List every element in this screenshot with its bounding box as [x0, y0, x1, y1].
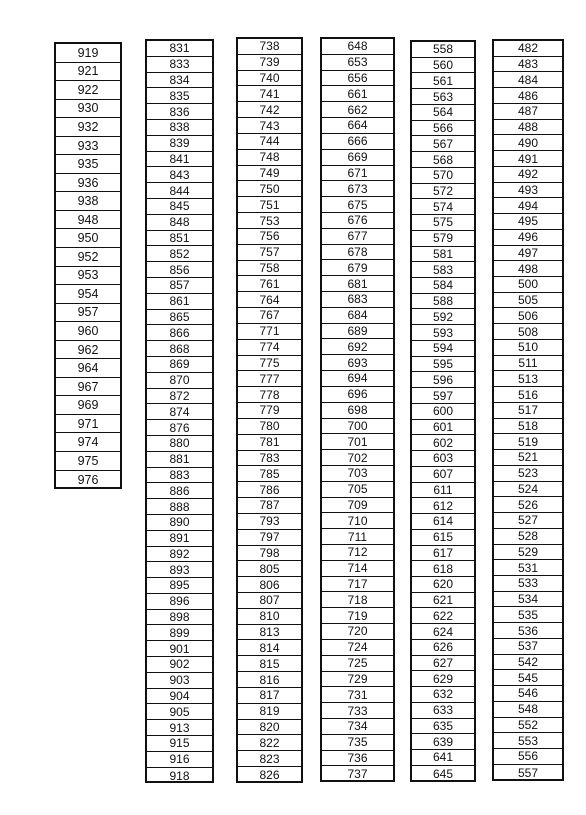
number-cell: 673 — [322, 181, 393, 197]
number-cell: 757 — [238, 245, 301, 261]
number-cell: 561 — [412, 73, 474, 89]
number-cell: 950 — [56, 229, 120, 248]
number-cell: 486 — [494, 88, 562, 104]
number-cell: 519 — [494, 434, 562, 450]
number-cell: 548 — [494, 702, 562, 718]
number-cell: 735 — [322, 735, 393, 751]
number-cell: 546 — [494, 686, 562, 702]
number-cell: 714 — [322, 561, 393, 577]
number-cell: 618 — [412, 561, 474, 577]
number-cell: 838 — [147, 120, 212, 136]
number-cell: 533 — [494, 576, 562, 592]
number-cell: 922 — [56, 81, 120, 100]
number-cell: 671 — [322, 166, 393, 182]
number-cell: 488 — [494, 120, 562, 136]
number-cell: 621 — [412, 593, 474, 609]
number-cell: 494 — [494, 198, 562, 214]
number-cell: 563 — [412, 89, 474, 105]
number-cell: 553 — [494, 733, 562, 749]
number-cell: 816 — [238, 672, 301, 688]
number-cell: 918 — [169, 768, 190, 783]
number-cell: 527 — [494, 513, 562, 529]
number-cell: 729 — [322, 672, 393, 688]
number-cell: 810 — [238, 609, 301, 625]
number-cell: 960 — [56, 322, 120, 341]
number-cell: 823 — [238, 751, 301, 767]
number-cell: 883 — [147, 468, 212, 484]
number-cell: 921 — [56, 63, 120, 82]
number-cell: 874 — [147, 404, 212, 420]
number-column-5 — [410, 40, 476, 782]
number-cell: 678 — [322, 245, 393, 261]
number-cell: 570 — [412, 168, 474, 184]
number-cell: 620 — [412, 577, 474, 593]
number-cell: 523 — [494, 466, 562, 482]
number-cell: 938 — [56, 192, 120, 211]
number-cell: 536 — [494, 623, 562, 639]
number-cell: 483 — [494, 57, 562, 73]
number-cell: 564 — [412, 105, 474, 121]
number-cell: 711 — [322, 529, 393, 545]
number-cell: 521 — [494, 450, 562, 466]
number-cell: 612 — [412, 498, 474, 514]
number-cell: 890 — [147, 515, 212, 531]
number-cell: 693 — [322, 355, 393, 371]
number-cell: 880 — [147, 436, 212, 452]
number-cell: 537 — [494, 639, 562, 655]
number-cell: 777 — [238, 371, 301, 387]
number-cell: 771 — [238, 324, 301, 340]
number-cell: 508 — [494, 324, 562, 340]
number-cell: 793 — [238, 514, 301, 530]
number-cell: 736 — [322, 751, 393, 767]
number-cell: 581 — [412, 247, 474, 263]
number-cell: 542 — [494, 655, 562, 671]
number-cell: 493 — [494, 183, 562, 199]
number-cell: 718 — [322, 592, 393, 608]
number-cell: 482 — [494, 41, 562, 57]
number-cell: 632 — [412, 687, 474, 703]
number-column-2 — [145, 39, 214, 783]
number-cell: 528 — [494, 529, 562, 545]
number-cell: 848 — [147, 215, 212, 231]
number-cell: 545 — [494, 670, 562, 686]
number-cell: 738 — [238, 39, 301, 55]
number-cell: 641 — [412, 750, 474, 766]
number-cell: 516 — [494, 387, 562, 403]
number-cell: 700 — [322, 419, 393, 435]
number-cell: 903 — [147, 673, 212, 689]
number-cell: 592 — [412, 309, 474, 325]
number-cell: 717 — [322, 577, 393, 593]
number-cell: 767 — [238, 308, 301, 324]
number-cell: 510 — [494, 340, 562, 356]
number-cell: 597 — [412, 388, 474, 404]
number-cell: 898 — [147, 610, 212, 626]
number-cell: 834 — [147, 73, 212, 89]
number-cell: 781 — [238, 435, 301, 451]
number-cell: 826 — [259, 768, 280, 782]
number-cell: 709 — [322, 498, 393, 514]
number-cell: 844 — [147, 183, 212, 199]
number-cell: 886 — [147, 483, 212, 499]
number-cell: 891 — [147, 531, 212, 547]
number-cell: 936 — [56, 174, 120, 193]
number-cell: 856 — [147, 262, 212, 278]
number-cell: 869 — [147, 357, 212, 373]
number-column-3 — [236, 37, 303, 783]
number-cell: 705 — [322, 482, 393, 498]
number-cell: 653 — [322, 55, 393, 71]
number-cell: 806 — [238, 577, 301, 593]
number-cell: 913 — [147, 720, 212, 736]
number-cell: 497 — [494, 246, 562, 262]
number-cell: 556 — [494, 749, 562, 765]
number-cell: 787 — [238, 498, 301, 514]
number-cell: 815 — [238, 656, 301, 672]
number-cell: 807 — [238, 593, 301, 609]
number-cell: 744 — [238, 134, 301, 150]
number-cell: 491 — [494, 151, 562, 167]
number-cell: 639 — [412, 734, 474, 750]
number-cell: 496 — [494, 230, 562, 246]
number-cell: 588 — [412, 294, 474, 310]
number-cell: 881 — [147, 452, 212, 468]
number-cell: 683 — [322, 292, 393, 308]
number-cell: 676 — [322, 213, 393, 229]
number-cell: 505 — [494, 293, 562, 309]
number-cell: 835 — [147, 88, 212, 104]
number-cell: 661 — [322, 86, 393, 102]
number-cell: 893 — [147, 562, 212, 578]
number-cell: 511 — [494, 356, 562, 372]
number-cell: 602 — [412, 435, 474, 451]
number-cell: 797 — [238, 530, 301, 546]
number-cell: 895 — [147, 578, 212, 594]
number-cell: 524 — [494, 482, 562, 498]
number-cell: 814 — [238, 640, 301, 656]
number-cell: 954 — [56, 285, 120, 304]
number-cell: 662 — [322, 102, 393, 118]
number-cell: 756 — [238, 229, 301, 245]
number-cell: 831 — [147, 41, 212, 57]
number-cell: 574 — [412, 199, 474, 215]
number-cell: 868 — [147, 341, 212, 357]
number-cell: 962 — [56, 341, 120, 360]
number-cell: 876 — [147, 420, 212, 436]
number-cell: 748 — [238, 150, 301, 166]
number-cell: 575 — [412, 215, 474, 231]
number-cell: 500 — [494, 277, 562, 293]
number-cell: 645 — [432, 766, 454, 781]
number-cell: 572 — [412, 184, 474, 200]
number-cell: 611 — [412, 483, 474, 499]
number-cell: 971 — [56, 415, 120, 434]
number-cell: 852 — [147, 246, 212, 262]
number-cell: 904 — [147, 689, 212, 705]
number-cell: 526 — [494, 497, 562, 513]
number-cell: 866 — [147, 325, 212, 341]
number-cell: 594 — [412, 341, 474, 357]
number-cell: 607 — [412, 467, 474, 483]
number-cell: 969 — [56, 396, 120, 415]
number-cell: 689 — [322, 324, 393, 340]
number-cell: 733 — [322, 703, 393, 719]
number-cell: 712 — [322, 545, 393, 561]
number-cell: 753 — [238, 213, 301, 229]
number-cell: 583 — [412, 262, 474, 278]
number-cell: 677 — [322, 229, 393, 245]
number-cell: 919 — [56, 44, 120, 63]
number-cell: 957 — [56, 304, 120, 323]
number-cell: 817 — [238, 688, 301, 704]
number-cell: 775 — [238, 356, 301, 372]
number-cell: 798 — [238, 546, 301, 562]
number-cell: 820 — [238, 720, 301, 736]
number-column-6 — [492, 39, 564, 781]
number-cell: 498 — [494, 261, 562, 277]
number-cell: 596 — [412, 372, 474, 388]
number-cell: 805 — [238, 561, 301, 577]
number-cell: 635 — [412, 719, 474, 735]
number-cell: 833 — [147, 57, 212, 73]
number-cell: 534 — [494, 592, 562, 608]
number-cell: 813 — [238, 625, 301, 641]
number-cell: 731 — [322, 687, 393, 703]
number-cell: 785 — [238, 466, 301, 482]
number-cell: 822 — [238, 735, 301, 751]
number-cell: 703 — [322, 466, 393, 482]
number-cell: 633 — [412, 703, 474, 719]
number-cell: 558 — [412, 42, 474, 58]
number-cell: 601 — [412, 420, 474, 436]
number-cell: 751 — [238, 197, 301, 213]
number-cell: 786 — [238, 482, 301, 498]
number-cell: 664 — [322, 118, 393, 134]
number-cell: 614 — [412, 514, 474, 530]
number-cell: 694 — [322, 371, 393, 387]
number-cell: 892 — [147, 547, 212, 563]
number-cell: 579 — [412, 231, 474, 247]
number-cell: 783 — [238, 451, 301, 467]
number-cell: 916 — [147, 752, 212, 768]
number-cell: 629 — [412, 671, 474, 687]
number-cell: 841 — [147, 152, 212, 168]
number-cell: 896 — [147, 594, 212, 610]
number-cell: 490 — [494, 135, 562, 151]
number-cell: 839 — [147, 136, 212, 152]
number-cell: 603 — [412, 451, 474, 467]
number-cell: 774 — [238, 340, 301, 356]
number-cell: 933 — [56, 137, 120, 156]
number-cell: 622 — [412, 608, 474, 624]
number-cell: 737 — [347, 767, 368, 782]
number-cell: 865 — [147, 310, 212, 326]
number-cell: 778 — [238, 387, 301, 403]
number-cell: 617 — [412, 546, 474, 562]
number-cell: 648 — [322, 39, 393, 55]
number-cell: 506 — [494, 308, 562, 324]
number-cell: 584 — [412, 278, 474, 294]
number-cell: 518 — [494, 419, 562, 435]
number-cell: 529 — [494, 545, 562, 561]
number-cell: 780 — [238, 419, 301, 435]
number-cell: 666 — [322, 134, 393, 150]
number-cell: 567 — [412, 136, 474, 152]
number-cell: 948 — [56, 211, 120, 230]
number-cell: 513 — [494, 371, 562, 387]
number-cell: 595 — [412, 357, 474, 373]
number-cell: 656 — [322, 71, 393, 87]
number-cell: 492 — [494, 167, 562, 183]
number-cell: 698 — [322, 403, 393, 419]
number-cell: 758 — [238, 261, 301, 277]
number-cell: 749 — [238, 166, 301, 182]
number-cell: 724 — [322, 640, 393, 656]
number-cell: 932 — [56, 118, 120, 137]
number-cell: 626 — [412, 640, 474, 656]
number-cell: 627 — [412, 656, 474, 672]
number-cell: 684 — [322, 308, 393, 324]
number-cell: 761 — [238, 276, 301, 292]
number-cell: 741 — [238, 86, 301, 102]
number-cell: 899 — [147, 625, 212, 641]
number-cell: 719 — [322, 608, 393, 624]
number-cell: 935 — [56, 155, 120, 174]
number-cell: 964 — [56, 359, 120, 378]
number-cell: 679 — [322, 260, 393, 276]
number-cell: 701 — [322, 434, 393, 450]
number-cell: 872 — [147, 389, 212, 405]
number-cell: 568 — [412, 152, 474, 168]
number-cell: 967 — [56, 378, 120, 397]
number-cell: 915 — [147, 736, 212, 752]
number-cell: 552 — [494, 718, 562, 734]
number-cell: 750 — [238, 181, 301, 197]
number-cell: 974 — [56, 433, 120, 452]
number-cell: 845 — [147, 199, 212, 215]
number-cell: 764 — [238, 292, 301, 308]
number-cell: 696 — [322, 387, 393, 403]
number-cell: 742 — [238, 102, 301, 118]
number-cell: 779 — [238, 403, 301, 419]
number-cell: 600 — [412, 404, 474, 420]
number-cell: 720 — [322, 624, 393, 640]
number-cell: 557 — [517, 765, 539, 780]
number-cell: 836 — [147, 104, 212, 120]
number-cell: 739 — [238, 55, 301, 71]
number-cell: 675 — [322, 197, 393, 213]
number-cell: 681 — [322, 276, 393, 292]
number-cell: 624 — [412, 624, 474, 640]
number-cell: 902 — [147, 657, 212, 673]
number-cell: 870 — [147, 373, 212, 389]
number-cell: 495 — [494, 214, 562, 230]
number-cell: 702 — [322, 450, 393, 466]
number-cell: 901 — [147, 641, 212, 657]
number-cell: 593 — [412, 325, 474, 341]
number-cell: 861 — [147, 294, 212, 310]
number-cell: 710 — [322, 513, 393, 529]
number-column-4 — [320, 37, 395, 782]
number-cell: 888 — [147, 499, 212, 515]
number-column-1 — [54, 42, 122, 489]
number-cell: 535 — [494, 607, 562, 623]
number-cell: 851 — [147, 231, 212, 247]
number-cell: 743 — [238, 118, 301, 134]
number-cell: 484 — [494, 72, 562, 88]
number-cell: 615 — [412, 530, 474, 546]
number-cell: 517 — [494, 403, 562, 419]
number-cell: 843 — [147, 167, 212, 183]
number-cell: 669 — [322, 150, 393, 166]
number-cell: 487 — [494, 104, 562, 120]
number-cell: 560 — [412, 58, 474, 74]
number-cell: 905 — [147, 704, 212, 720]
number-cell: 740 — [238, 71, 301, 87]
number-cell: 531 — [494, 560, 562, 576]
number-cell: 975 — [56, 452, 120, 471]
number-cell: 566 — [412, 121, 474, 137]
number-cell: 819 — [238, 704, 301, 720]
number-cell: 734 — [322, 719, 393, 735]
number-cell: 952 — [56, 248, 120, 267]
number-cell: 953 — [56, 267, 120, 286]
number-cell: 976 — [77, 472, 99, 487]
number-cell: 692 — [322, 339, 393, 355]
number-cell: 725 — [322, 656, 393, 672]
number-cell: 857 — [147, 278, 212, 294]
number-cell: 930 — [56, 100, 120, 119]
